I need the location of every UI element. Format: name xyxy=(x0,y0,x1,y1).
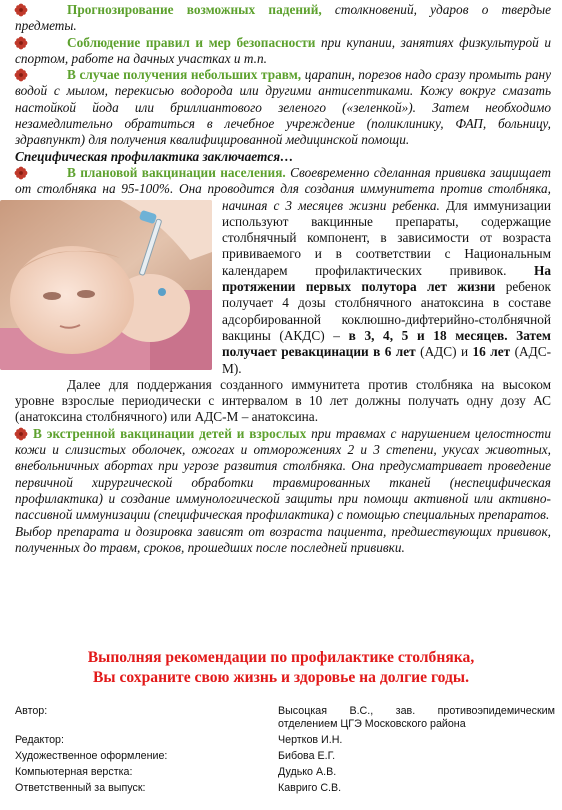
bullet-falls xyxy=(15,2,551,35)
flower-bullet-icon xyxy=(14,68,28,82)
credit-label: Художественное оформление: xyxy=(15,749,168,762)
footer-line-1: Выполняя рекомендации по профилактике столбняка, xyxy=(87,649,475,666)
bullet-lead: В экстренной вакцинации детей и взрослых xyxy=(33,425,307,441)
doses-text: ребенок получает 4 дозы столбнячного анатоксина в составе адсорбированной коклюшно-дифтерийно-столбнячной вакцины (АКДС) – xyxy=(222,279,551,343)
credits-block xyxy=(15,705,555,794)
credit-value: Высоцкая В.С., зав. противоэпидемическим отделением ЦГЭ Московского района xyxy=(278,705,555,730)
credit-label: Ответственный за выпуск: xyxy=(15,781,146,794)
sixteen-years-bold: 16 лет xyxy=(472,344,511,360)
specific-heading: Специфическая профилактика заключается… xyxy=(15,148,294,164)
drug-choice-paragraph: Выбор препарата и дозировка зависят от возраста пациента, предшествующих прививок, полученных до травм, сроков, прошедших после последней прививки. xyxy=(15,523,551,555)
flower-bullet-icon xyxy=(14,166,28,180)
credit-row xyxy=(15,782,555,795)
flower-bullet-icon xyxy=(14,427,28,441)
main-text xyxy=(15,2,551,556)
adults-paragraph xyxy=(15,377,551,426)
credit-label: Компьютерная верстка: xyxy=(15,765,133,778)
adults-text: Далее для поддержания созданного иммунитета против столбняка на высоком уровне взрослые периодически с интервалом в 10 лет должны получать одну дозу АС (анатоксина столбнячного) или АДС-М – анатоксина. xyxy=(15,376,551,425)
credit-row xyxy=(15,750,555,763)
bullet-lead: В плановой вакцинации населения. xyxy=(67,164,286,180)
footer-line-2: Вы сохраните свою жизнь и здоровье на долгие годы. xyxy=(93,669,469,686)
bullet-text: столкновений, ударов о твердые предметы. xyxy=(15,2,551,34)
bullet-text: при травмах с нарушением целостности кожи и слизистых оболочек, ожогах и отморожениях 2 и 3 степени, укусах животных, внебольничных абортах при угрозе развития столбняка. Она предусматривает проведение первичной хирургической обработки травмированных тканей (неспецифическая профилактика) и создание иммунологической защиты при помощи активной или активно-пассивной иммунизации (специфическая профилактика) с помощью специальных препаратов. xyxy=(15,425,551,523)
bullet-emergency-vaccination xyxy=(15,426,551,524)
immunization-text: Для иммунизации используют вакцинные препараты, содержащие столбнячный компонент, в зависимости от возраста прививаемого и в соответствии с Национальным календарем профилактических прививок. xyxy=(222,197,551,278)
bullet-text: царапин, порезов надо сразу промыть рану водой с мылом, перекисью водорода или другими антисептиками. Кожу вокруг смазать настойкой йода или бриллиантового зеленого («зеленкой»). Затем необходимо незамедлительно обратиться в лечебное учреждение (поликлинику, ФАП, больницу, здравпункт) для получения квалифицированной медицинской помощи. xyxy=(15,67,551,148)
credit-row xyxy=(15,734,555,747)
credit-row xyxy=(15,705,555,731)
credit-value: Кавриго С.В. xyxy=(278,781,342,794)
flower-bullet-icon xyxy=(14,36,28,50)
bullet-lead: Соблюдение правил и мер безопасности xyxy=(67,34,316,50)
credit-value: Дудько А.В. xyxy=(278,765,337,778)
credit-row xyxy=(15,766,555,779)
footer-message xyxy=(0,648,562,688)
bullet-safety xyxy=(15,35,551,68)
bullet-lead: Прогнозирование возможных падений, xyxy=(67,2,322,17)
credit-value: Бибова Е.Г. xyxy=(278,749,336,762)
bullet-minor-injuries xyxy=(15,67,551,148)
adsm-text: (АДС-М). xyxy=(222,344,552,376)
flower-bullet-icon xyxy=(14,3,28,17)
bullet-planned-vaccination xyxy=(15,165,551,377)
ads-text: (АДС) и xyxy=(415,344,473,360)
baby-vaccination-photo xyxy=(0,200,212,370)
bullet-italic-text: Своевременно сделанная прививка защищает от столбняка на 95-100%. Она проводится для создания иммунитета против столбняка, начиная с 3 месяцев жизни ребенка. xyxy=(15,164,551,213)
schedule-bold: в 3, 4, 5 и 18 месяцев. Затем получает ревакцинации в 6 лет xyxy=(222,327,551,360)
credit-label: Редактор: xyxy=(15,733,64,746)
bullet-text: при купании, занятиях физкультурой и спортом, работе на дачных участках и т.п. xyxy=(15,34,551,66)
first-years-bold: На протяжении первых полутора лет жизни xyxy=(222,262,551,295)
bullet-lead: В случае получения небольших травм, xyxy=(67,67,302,83)
credit-label: Автор: xyxy=(15,705,48,717)
credit-value: Чертков И.Н. xyxy=(278,733,343,746)
